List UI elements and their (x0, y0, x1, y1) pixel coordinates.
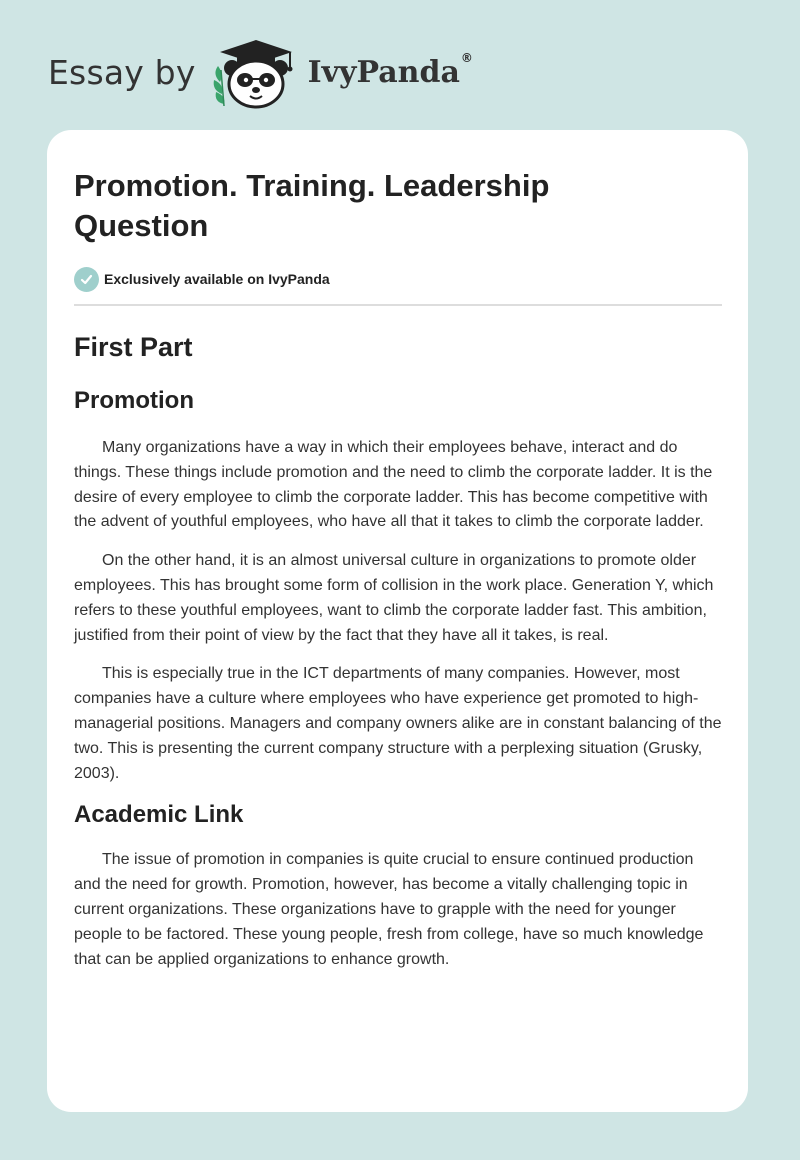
essay-card (47, 130, 748, 1112)
subsection-heading-academic-link: Academic Link (74, 801, 244, 829)
exclusive-label: Exclusively available on IvyPanda (104, 271, 330, 287)
paragraph: On the other hand, it is an almost universal culture in organizations to promote older employees. This has brought some form of collision in the work place. Generation Y, which refers to these youthful employees, want to climb the corporate ladder fast. This ambition, justified from their point of view by the fact that they have all it takes, is real. (74, 552, 714, 644)
essay-title: Promotion. Training. Leadership Question (74, 168, 550, 243)
check-icon (74, 267, 99, 292)
panda-graduate-icon (210, 34, 302, 110)
brand-header[interactable] (48, 34, 473, 110)
brand-prefix: Essay by (48, 52, 196, 92)
subsection-heading-promotion: Promotion (74, 387, 194, 414)
paragraph: The issue of promotion in companies is quite crucial to ensure continued production and the need for growth. Promotion, however, has become a vitally challenging topic in current organizations. These organizations have to grapple with the need for younger people to be factored. These young people, fresh from college, have so much knowledge that can be applied organizations to enhance growth. (74, 851, 704, 968)
brand-name-text: IvyPanda (307, 54, 460, 90)
section-heading: First Part (74, 332, 193, 362)
paragraph: This is especially true in the ICT departments of many companies. However, most companies have a culture where employees who have experience get promoted to high-managerial positions. Managers and company owners alike are in constant balancing of the two. This is presenting the current company structure with a perplexing situation (Grusky, 2003). (74, 665, 722, 782)
title-divider (74, 304, 722, 306)
exclusive-badge (74, 266, 722, 292)
paragraph: Many organizations have a way in which their employees behave, interact and do things. These things include promotion and the need to climb the corporate ladder. It is the desire of every employee to climb the corporate ladder. This has become competitive with the advent of youthful employees, who have all that it takes to climb the corporate ladder. (74, 439, 713, 531)
registered-mark: ® (460, 50, 473, 65)
essay-content (47, 130, 748, 972)
brand-name (307, 50, 473, 90)
